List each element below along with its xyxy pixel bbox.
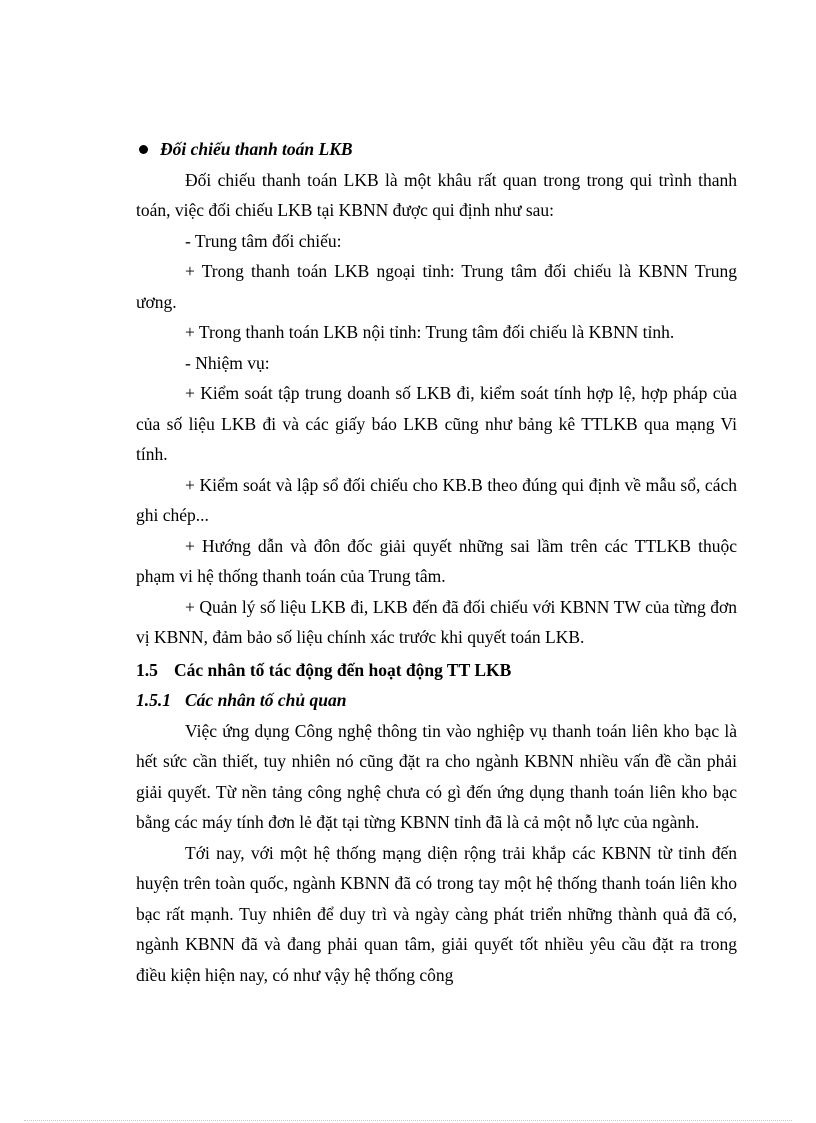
bullet-dot-icon — [139, 145, 148, 154]
paragraph-duty-4: + Quản lý số liệu LKB đi, LKB đến đã đối chiếu với KBNN TW của từng đơn vị KBNN, đảm bảo số liệu chính xác trước khi quyết toán LKB. — [136, 596, 737, 647]
paragraph-center-internal: + Trong thanh toán LKB nội tỉnh: Trung tâm đối chiếu là KBNN tỉnh. — [185, 322, 675, 342]
paragraph-duty-3: + Hướng dẫn và đôn đốc giải quyết những sai lầm trên các TTLKB thuộc phạm vi hệ thống thanh toán của Trung tâm. — [136, 535, 737, 586]
document-page — [136, 134, 737, 990]
bullet-heading — [136, 134, 737, 165]
body-paragraph-2: Tới nay, với một hệ thống mạng diện rộng trải khắp các KBNN từ tỉnh đến huyện trên toàn quốc, ngành KBNN đã có trong tay một hệ thống thanh toán liên kho bạc rất mạnh. Tuy nhiên để duy trì và ngày càng phát triển những thành quả đã có, ngành KBNN đã và đang phải quan tâm, giải quyết tốt nhiều yêu cầu đặt ra trong điều kiện hiện nay, có như vậy hệ thống công — [136, 842, 737, 985]
section-title: Các nhân tố tác động đến hoạt động TT LKB — [174, 659, 512, 680]
subsection-heading — [136, 685, 737, 716]
paragraph-center-external: + Trong thanh toán LKB ngoại tỉnh: Trung tâm đối chiếu là KBNN Trung ương. — [136, 261, 737, 312]
paragraph-duty-2: + Kiểm soát và lập sổ đối chiếu cho KB.B theo đúng qui định về mẫu sổ, cách ghi chép... — [136, 474, 737, 525]
subsection-number: 1.5.1 — [136, 690, 171, 710]
footer-divider — [24, 1120, 792, 1121]
section-heading — [136, 655, 737, 686]
paragraph-duties-label: - Nhiệm vụ: — [185, 352, 270, 373]
paragraph-center-label: - Trung tâm đối chiếu: — [185, 230, 342, 251]
section-number: 1.5 — [136, 659, 158, 680]
paragraph-duty-1: + Kiểm soát tập trung doanh số LKB đi, kiểm soát tính hợp lệ, hợp pháp của của số liệu LKB đi và các giấy báo LKB cũng như bảng kê TTLKB qua mạng Vi tính. — [136, 383, 737, 464]
subsection-title: Các nhân tố chủ quan — [185, 690, 347, 710]
body-paragraph-1: Việc ứng dụng Công nghệ thông tin vào nghiệp vụ thanh toán liên kho bạc là hết sức cần thiết, tuy nhiên nó cũng đặt ra cho ngành KBNN nhiều vấn đề cần phải giải quyết. Từ nền tảng công nghệ chưa có gì đến ứng dụng thanh toán liên kho bạc bằng các máy tính đơn lẻ đặt tại từng KBNN tỉnh đã là cả một nỗ lực của ngành. — [136, 720, 737, 832]
paragraph-intro: Đối chiếu thanh toán LKB là một khâu rất quan trong trong qui trình thanh toán, việc đối chiếu LKB tại KBNN được qui định như sau: — [136, 169, 737, 220]
bullet-heading-text: Đối chiếu thanh toán LKB — [160, 139, 353, 159]
